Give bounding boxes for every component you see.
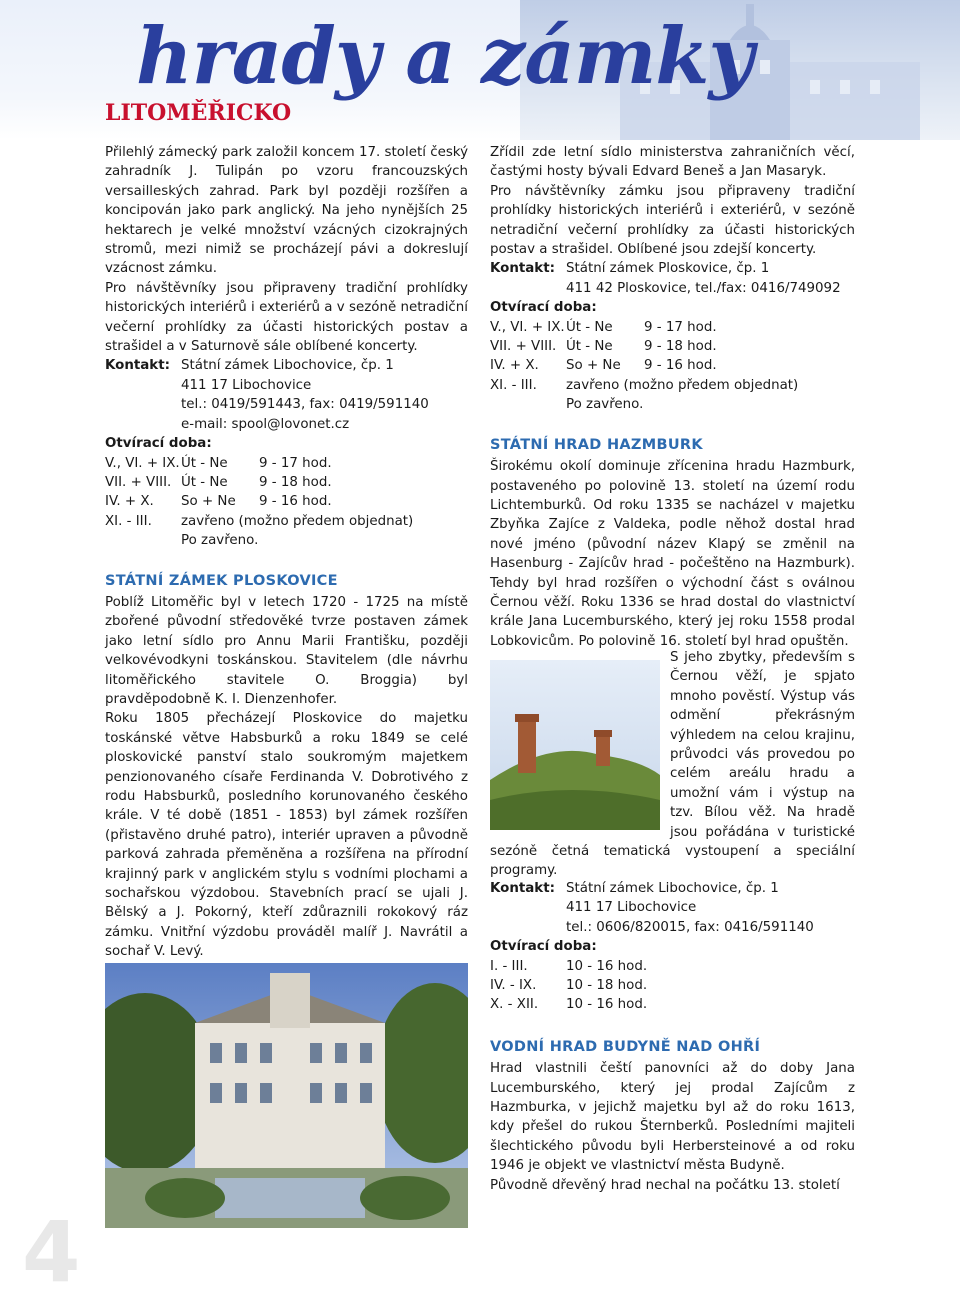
- hours-row: I. - III. 10 - 16 hod.: [490, 958, 648, 974]
- page-title: hrady a zámky: [136, 11, 753, 102]
- contact-line: e-mail: spool@lovonet.cz: [181, 416, 350, 432]
- paragraph: Širokému okolí dominuje zřícenina hradu Hazmburk, postaveného po polovině 13. století na území rodu Lichtemburků. Od roku 1335 se nacházel v majetku Zbyňka Zajíce z Valdeka, podle něhož dostal hrad nové jméno (původní název Klapý se změnil na Hasenburg - Zajícův hrad - počeštěno na Hazmburk). Tehdy byl hrad rozšířen o východní část s oválnou Černou věží. Roku 1336 se hrad dostal do vlastnictví krále Jana Lucemburského, který jej roku 1558 prodal Lobkovicům. Po polovině 16. století byl hrad opuštěn.: [490, 459, 855, 649]
- chateau-image: [105, 963, 468, 1228]
- region-subtitle: LITOMĚŘICKO: [105, 100, 292, 126]
- ploskovice-chateau-photo: [105, 963, 468, 1228]
- section-title-ploskovice: STÁTNÍ ZÁMEK PLOSKOVICE: [105, 572, 338, 589]
- contact-label: Kontakt:: [105, 358, 170, 374]
- contact-block: [105, 356, 468, 434]
- hours-row: X. - XII. 10 - 16 hod.: [490, 997, 648, 1013]
- hours-row: XI. - III. zavřeno (možno předem objednat): [105, 513, 414, 529]
- left-column: [105, 143, 468, 1000]
- paragraph: Pro návštěvníky jsou připraveny tradiční prohlídky historických interiérů i exteriérů a v sezóně netradiční večerní prohlídky za účasti historických postav a strašidel a v Saturnově sále oblíbené koncerty.: [105, 280, 468, 355]
- paragraph: Poblíž Litoměřic byl v letech 1720 - 1725 na místě zbořené původní středověké tvrze postaven zámek jako letní sídlo pro Annu Marii Františku, později velkovévodkyni toskánskou. Stavitelem (dle návrhu litoměřického stavitele O. Broggia) byl pravděpodobně K. I. Dienzenhofer.: [105, 594, 468, 707]
- hours-row: V., VI. + IX. Út - Ne 9 - 17 hod.: [105, 455, 332, 471]
- section-title-hazmburk: STÁTNÍ HRAD HAZMBURK: [490, 436, 703, 453]
- paragraph: Původně dřevěný hrad nechal na počátku 13. století: [490, 1177, 840, 1193]
- page-number: 4: [22, 1203, 81, 1301]
- contact-line: 411 17 Libochovice: [566, 900, 697, 916]
- contact-label: Kontakt:: [490, 261, 555, 277]
- hours-row: Po zavřeno.: [181, 533, 259, 549]
- paragraph: Přilehlý zámecký park založil koncem 17. století český zahradník J. Tulipán po vzoru francouzských versailleských zahrad. Park byl později rozšířen a koncipován jako park anglický. Na jeho nynějších 25 hektarech je velké množství vzácných cizokrajných stromů, mezi nimiž se procházejí pávi a dokreslují vzácnost zámku.: [105, 145, 468, 277]
- hours-row: V., VI. + IX. Út - Ne 9 - 17 hod.: [490, 319, 717, 335]
- contact-line: tel.: 0606/820015, fax: 0416/591140: [566, 919, 814, 935]
- contact-label: Kontakt:: [490, 881, 555, 896]
- hours-row: IV. - IX. 10 - 18 hod.: [490, 978, 648, 994]
- paragraph: Hrad vlastnili čeští panovníci až do doby Jana Lucemburského, který jej prodal Zajícům z Hazmburka, v jejichž majetku byl až do roku 1613, kdy přešel do rukou Šternberků. Posledními majiteli šlechtického původu byli Herbersteinové a od roku 1946 je objekt ve vlastnictví města Budyně.: [490, 1061, 855, 1174]
- hours-row: XI. - III. zavřeno (možno předem objednat): [490, 377, 799, 393]
- hours-row: VII. + VIII. Út - Ne 9 - 18 hod.: [105, 474, 332, 490]
- contact-line: Státní zámek Libochovice, čp. 1: [566, 881, 779, 896]
- paragraph: Roku 1805 přecházejí Ploskovice do majetku toskánské větve Habsburků a roku 1849 se celé ploskovické panství stalo soukromým majetkem penzionovaného císaře Ferdinanda V. Dobrotivého z rodu Habsburků, posledního korunovaného českého krále. V té době (1851 - 1853) byl zámek rozšířen (přistavěno druhé patro), interiér upraven a původně parková zahrada přeměněna a rozšířena na přírodní krajinný park v anglickém stylu s vodními plochami a sochařskou výzdobou. Stavebních prací se ujali J. Bělský a J. Pokorný, kteří zdůraznili rokokový ráz zámku. Vnitřní výzdobu prováděl malíř J. Navrátil a sochař V. Levý.: [105, 711, 468, 960]
- paragraph: Zřídil zde letní sídlo ministerstva zahraničních věcí, častými hosty bývali Edvard Beneš a Jan Masaryk.: [490, 145, 855, 180]
- hours-label: Otvírací doba:: [490, 939, 597, 955]
- paragraph: Pro návštěvníky zámku jsou připraveny tradiční prohlídky historických interiérů i exteriérů, v sezóně netradiční večerní prohlídky za účasti historických postav a strašidel. Oblíbené jsou zdejší koncerty.: [490, 183, 855, 258]
- hours-row: IV. + X. So + Ne 9 - 16 hod.: [490, 358, 717, 374]
- contact-line: Státní zámek Libochovice, čp. 1: [181, 358, 394, 374]
- hours-row: Po zavřeno.: [566, 397, 644, 413]
- contact-line: 411 17 Libochovice: [181, 377, 312, 393]
- hours-label: Otvírací doba:: [490, 300, 597, 316]
- contact-line: 411 42 Ploskovice, tel./fax: 0416/749092: [566, 280, 841, 296]
- hours-label: Otvírací doba:: [105, 436, 212, 452]
- section-title-budyne: VODNÍ HRAD BUDYNĚ NAD OHŘÍ: [490, 1038, 761, 1055]
- hazmburk-float-text: [490, 648, 855, 881]
- contact-line: Státní zámek Ploskovice, čp. 1: [566, 261, 770, 277]
- contact-block: [490, 259, 855, 298]
- contact-block: [490, 879, 855, 937]
- hours-row: IV. + X. So + Ne 9 - 16 hod.: [105, 494, 332, 510]
- paragraph: S jeho zbytky, především s Černou věží, je spjato mnoho pověstí. Výstup vás odmění překrásným výhledem na celou krajinu, průvodci vás provedou po celém areálu hradu a umožní vám i výstup na tzv. Bílou věž. Na hradě jsou pořádána v turistické sezóně četná tematická vystoupení a speciální programy.: [490, 650, 855, 879]
- right-column: [490, 143, 855, 651]
- hours-row: VII. + VIII. Út - Ne 9 - 18 hod.: [490, 339, 717, 355]
- contact-line: tel.: 0419/591443, fax: 0419/591140: [181, 397, 429, 413]
- right-column-lower: [490, 879, 855, 1195]
